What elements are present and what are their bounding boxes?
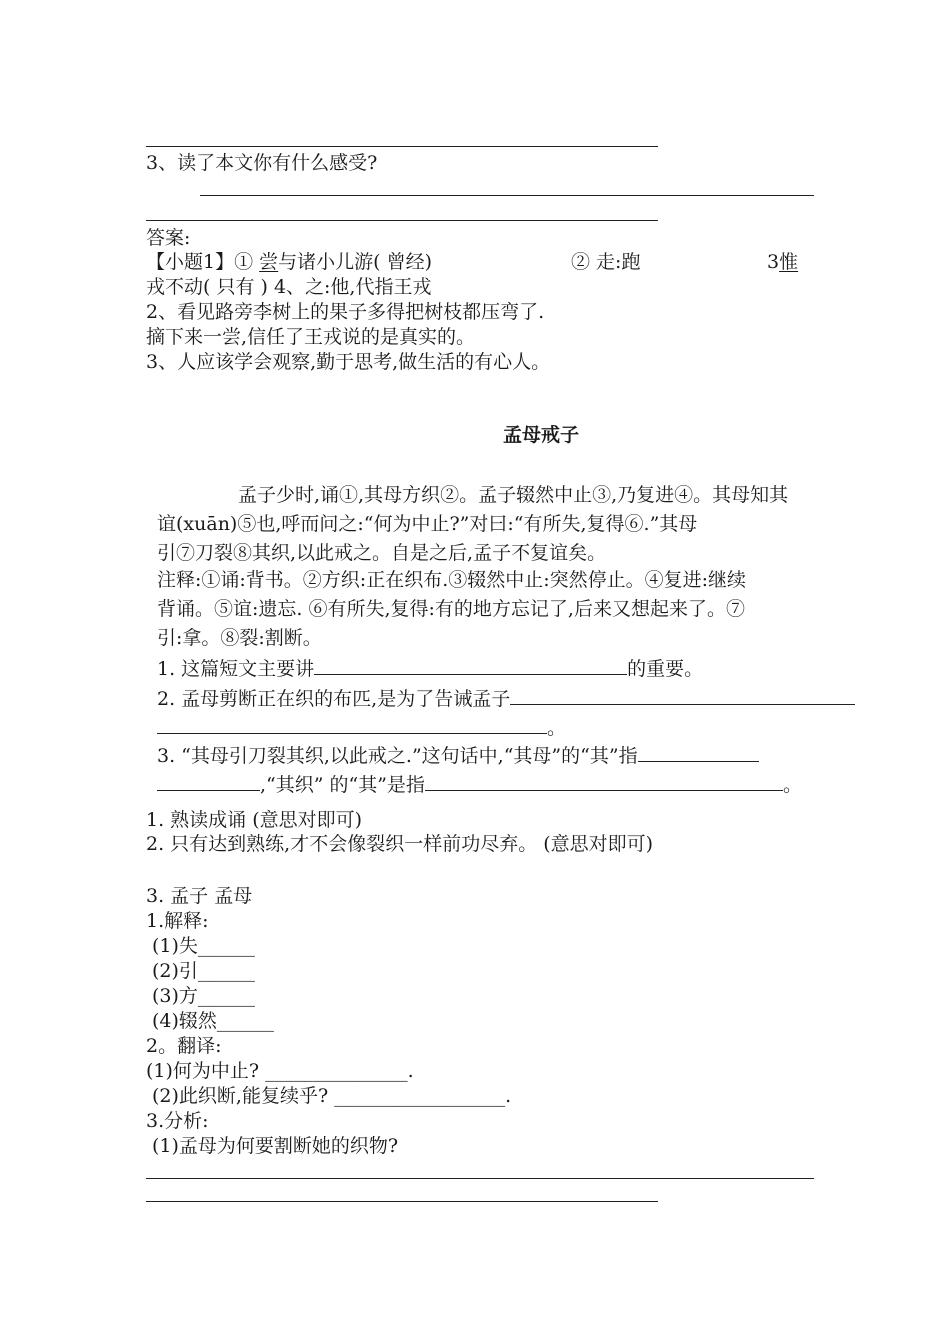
answer-line-5: 3、人应该学会观察,勤于思考,做生活的有心人。	[146, 351, 551, 373]
answer-line-2: 戎不动( 只有 ) 4、之:他,代指王戎	[146, 276, 432, 298]
answer-line	[146, 220, 658, 221]
exercise-heading: 1.解释:	[146, 910, 209, 932]
question-3	[157, 743, 759, 768]
answer-line-3: 2、看见路旁李树上的果子多得把树枝都压弯了.	[146, 301, 545, 323]
exercise-item: (1)孟母为何要割断她的织物?	[152, 1135, 399, 1157]
passage-line: 谊(xuān)⑤也,呼而问之:“何为中止?”对曰:“有所失,复得⑥.”其母	[157, 513, 698, 535]
answer-number: 3	[767, 251, 780, 273]
answer-1-underlined: 尝	[259, 251, 279, 273]
note-line: 背诵。⑤谊:遗忘. ⑥有所失,复得:有的地方忘记了,后来又想起来了。⑦	[157, 598, 745, 620]
question-1-suffix: 的重要。	[627, 658, 704, 680]
answer-2-line: 1. 熟读成诵 (意思对即可)	[146, 809, 363, 831]
question-3-suffix: 。	[782, 774, 802, 796]
answer-line-1	[146, 250, 432, 274]
answer-line	[146, 1201, 658, 1202]
answer-2-line: 3. 孟子 孟母	[146, 885, 253, 907]
answer-line	[146, 146, 658, 147]
answer-1-part: 与诸小儿游( 曾经)	[278, 251, 433, 273]
question-3-cont	[157, 772, 802, 797]
question-3-feeling: 3、读了本文你有什么感受?	[146, 152, 378, 174]
exercise-item: (2)此织断,能复续乎? __________________.	[152, 1085, 512, 1107]
exercise-item: (3)方______	[152, 985, 255, 1007]
exercise-item: (2)引______	[152, 960, 255, 982]
question-2-cont	[157, 715, 566, 740]
fill-blank[interactable]	[157, 772, 260, 791]
question-2-suffix: 。	[547, 717, 567, 739]
question-3-text: 3. “其母引刀裂其织,以此戒之.”这句话中,“其母”的“其”指	[157, 745, 638, 767]
exercise-heading: 3.分析:	[146, 1110, 209, 1132]
passage-line: 孟子少时,诵①,其母方织②。孟子辍然中止③,乃复进④。其母知其	[238, 484, 789, 506]
answer-line	[200, 195, 814, 196]
answer-line-1-b: ② 走:跑	[571, 251, 641, 273]
fill-blank[interactable]	[314, 656, 627, 675]
fill-blank[interactable]	[157, 715, 547, 734]
answer-label: 答案:	[146, 227, 191, 249]
question-2	[157, 686, 855, 711]
fill-blank[interactable]	[510, 686, 855, 705]
note-line: 引:拿。⑧裂:割断。	[157, 627, 322, 649]
note-line: 注释:①诵:背书。②方织:正在织布.③辍然中止:突然停止。④复进:继续	[157, 569, 747, 591]
question-1	[157, 656, 703, 681]
exercise-item: (4)辍然______	[152, 1010, 274, 1032]
exercise-heading: 2。翻译:	[146, 1035, 222, 1057]
answer-line-4: 摘下来一尝,信任了王戎说的是真实的。	[146, 326, 476, 348]
exercise-item: (1)失______	[152, 935, 255, 957]
question-2-text: 2. 孟母剪断正在织的布匹,是为了告诫孟子	[157, 688, 511, 710]
question-1-text: 1. 这篇短文主要讲	[157, 658, 315, 680]
answer-2-line: 2. 只有达到熟练,才不会像裂织一样前功尽弃。 (意思对即可)	[146, 833, 654, 855]
passage-line: 引⑦刀裂⑧其织,以此戒之。自是之后,孟子不复谊矣。	[157, 542, 607, 564]
fill-blank[interactable]	[638, 743, 759, 762]
answer-1-part: 【小题1】①	[146, 251, 260, 273]
answer-line-1-c	[767, 250, 798, 274]
answer-underlined: 惟	[779, 251, 799, 273]
answer-line	[146, 1178, 814, 1179]
exercise-item: (1)何为中止? _______________.	[146, 1060, 414, 1082]
passage-title: 孟母戒子	[503, 424, 580, 446]
question-3-text-b: ,“其织” 的“其”是指	[260, 774, 425, 796]
fill-blank[interactable]	[425, 772, 783, 791]
